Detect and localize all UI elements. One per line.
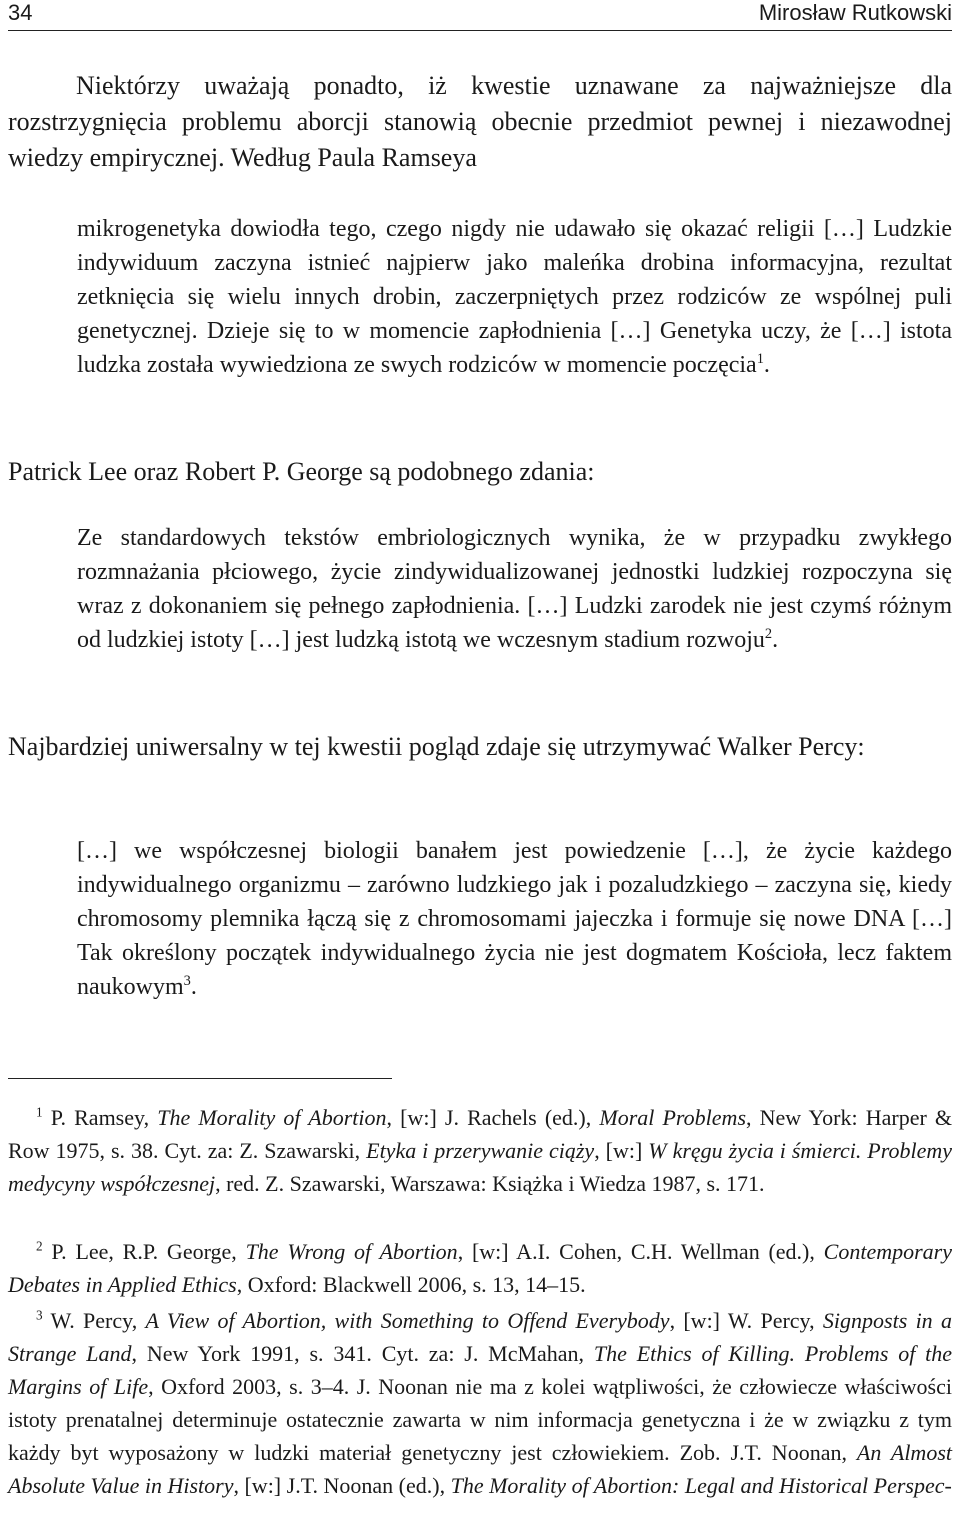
footnote-title: The Ethics of Killing. Problems of the Margins of Life <box>8 1341 952 1399</box>
footnote-ref-1[interactable]: 1 <box>756 351 764 367</box>
footnote-text: , red. Z. Szawarski, Warszawa: Książka i Wiedza 1987, s. 171. <box>215 1171 765 1196</box>
footnote-text: , [w:] J. Rachels (ed.), <box>386 1105 600 1130</box>
footnote-text: , New York: Harper & Row 1975, s. 38. Cyt. za: Z. Szawarski, <box>8 1105 953 1163</box>
running-head-author: Mirosław Rutkowski <box>758 0 952 25</box>
footnote-text: P. Ramsey, <box>42 1105 158 1130</box>
footnote-text: , New York 1991, s. 341. Cyt. za: J. McMahan, <box>131 1341 594 1366</box>
quote-text: […] we współczesnej biologii banałem jest powiedzenie […], że życie każdego indywidualnego organizmu – zarówno ludzkiego jak i pozaludzkiego – zaczyna się, kiedy chromosomy plemnika łączą się z chromosomami jajeczka i formuje się nowe DNA […] Tak określony początek indywidualnego życia nie jest dogmatem Kościoła, lecz faktem naukowym <box>77 838 952 1000</box>
footnote-title: An Almost Absolute Value in History <box>8 1440 952 1498</box>
footnote-text: , Oxford 2003, s. 3–4. J. Noonan nie ma z kolei wątpliwości, że człowiecze właściwości istoty prenatalnej determinuje ostatecznie zawarta w nim informacja genetyczna i że w związku z tym każdy byt wyposażony w ludzki materiał genetyczny jest człowiekiem. Zob. J.T. Noonan, <box>8 1374 952 1465</box>
running-header <box>8 0 952 31</box>
footnote-number: 3 <box>36 1307 43 1323</box>
footnote-title: W kręgu życia i śmierci. Problemy medycyny współczesnej <box>8 1138 952 1196</box>
block-quote-1 <box>77 212 952 382</box>
footnote-text: P. Lee, R.P. George, <box>42 1239 246 1264</box>
quote-end: . <box>763 352 770 378</box>
footnote-number: 1 <box>36 1104 43 1120</box>
quote-text: mikrogenetyka dowiodła tego, czego nigdy nie udawało się okazać religii […] Ludzkie indywiduum zaczyna istnieć najpierw jako maleńka drobina informacyjna, rezultat zetknięcia się wielu innych drobin, zaczerpniętych przez rodziców ze wspólnej puli genetycznej. Dzieje się to w momencie zapłodnienia […] Genetyka uczy, że […] istota ludzka została wywiedziona ze swych rodziców w momencie poczęcia <box>77 216 952 378</box>
footnote-3 <box>8 1304 952 1502</box>
footnote-title: Contemporary Debates in Applied Ethics <box>8 1239 952 1297</box>
footnote-title: Signposts in a Strange Land <box>8 1308 952 1366</box>
quote-text: Ze standardowych tekstów embriologicznych wynika, że w przypadku zwykłego rozmnażania płciowego, życie zindywidualizowanej jednostki ludzkiej rozpoczyna się wraz z dokonaniem się pełnego zapłodnienia. […] Ludzki zarodek nie jest czymś różnym od ludzkiej istoty […] jest ludzką istotą we wczesnym stadium rozwoju <box>77 525 952 653</box>
footnote-text: W. Percy, <box>42 1308 146 1333</box>
footnote-text: , [w:] A.I. Cohen, C.H. Wellman (ed.), <box>457 1239 824 1264</box>
footnote-text: , Oxford: Blackwell 2006, s. 13, 14–15. <box>236 1272 586 1297</box>
paragraph-text: Niektórzy uważają ponadto, iż kwestie uznawane za najważniejsze dla rozstrzygnięcia problemu aborcji stanowią obecnie przedmiot pewnej i niezawodnej wiedzy empirycznej. Według Paula Ramseya <box>8 71 952 172</box>
page-number: 34 <box>8 0 33 25</box>
footnote-title: Moral Problems <box>599 1105 747 1130</box>
footnote-number: 2 <box>36 1238 43 1254</box>
footnote-title: A View of Abortion, with Something to Offend Everybody <box>145 1308 670 1333</box>
footnote-title: The Morality of Abortion: Legal and Historical Perspec- <box>450 1473 952 1498</box>
paragraph-text: Najbardziej uniwersalny w tej kwestii pogląd zdaje się utrzymywać Walker Percy: <box>8 732 865 761</box>
footnote-ref-2[interactable]: 2 <box>764 626 773 642</box>
footnote-title: The Morality of Abortion <box>157 1105 387 1130</box>
paragraph-text: Patrick Lee oraz Robert P. George są podobnego zdania: <box>8 457 595 486</box>
block-quote-3 <box>77 834 952 1004</box>
block-quote-2 <box>77 521 952 657</box>
footnote-separator <box>8 1078 392 1079</box>
footnote-2 <box>8 1235 952 1301</box>
footnote-title: The Wrong of Abortion <box>245 1239 458 1264</box>
body-paragraph-2 <box>8 454 952 490</box>
quote-end: . <box>772 627 779 653</box>
body-paragraph-1 <box>8 68 952 176</box>
body-paragraph-3 <box>8 729 952 765</box>
footnote-1 <box>8 1101 952 1200</box>
footnote-title: Etyka i przerywanie ciąży <box>366 1138 595 1163</box>
quote-end: . <box>190 974 197 1000</box>
footnote-ref-3[interactable]: 3 <box>183 973 191 989</box>
footnote-text: , [w:] <box>594 1138 649 1163</box>
footnote-text: , [w:] W. Percy, <box>669 1308 823 1333</box>
footnote-text: , [w:] J.T. Noonan (ed.), <box>233 1473 451 1498</box>
